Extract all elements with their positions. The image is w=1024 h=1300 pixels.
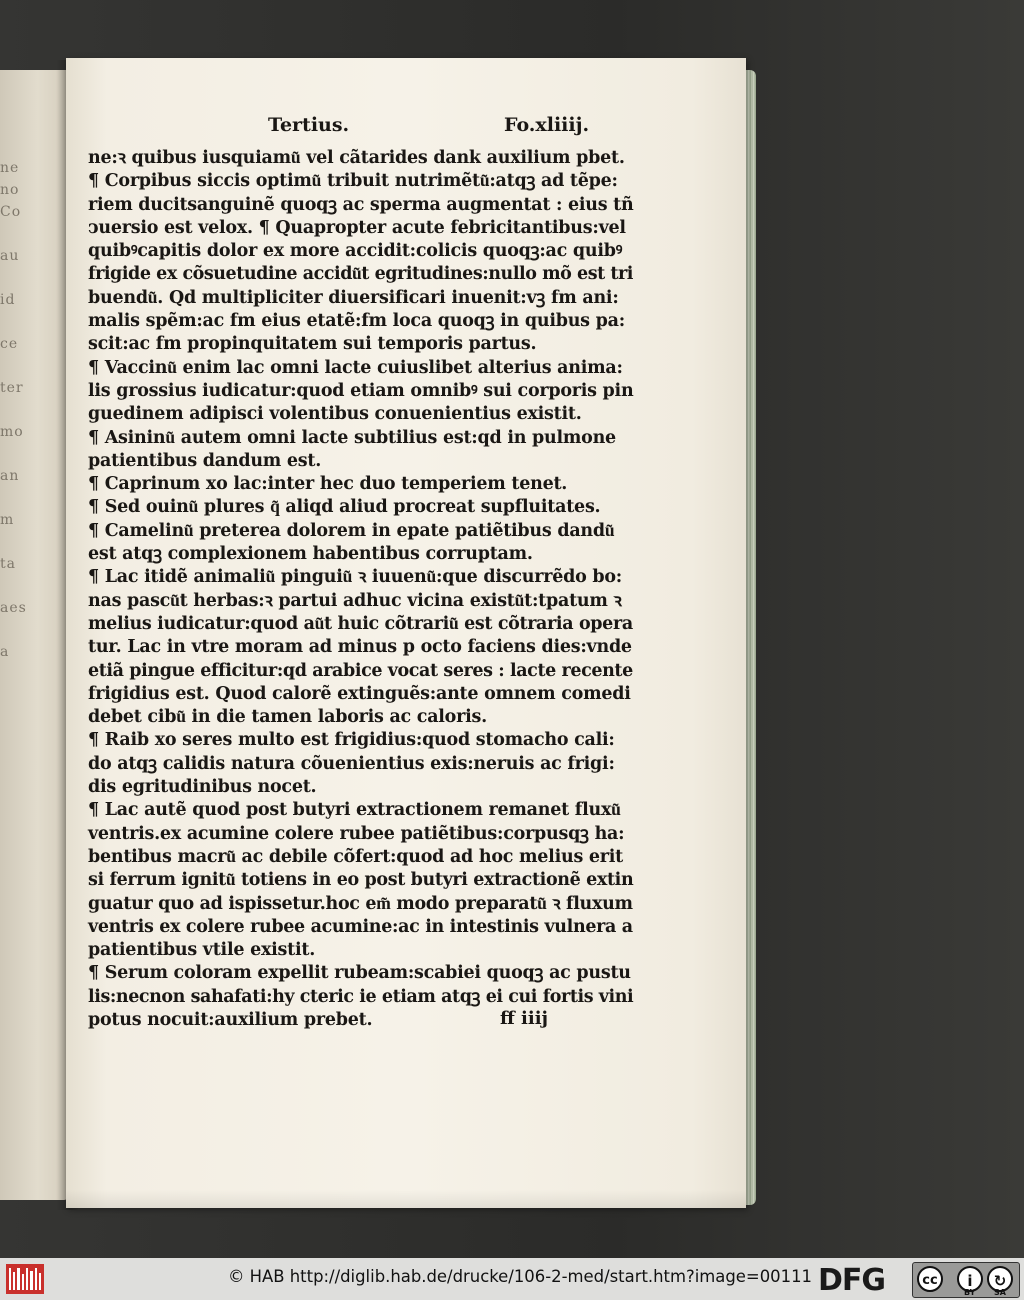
text-line: lis:necnon sahafati:hy cteric ie etiam atqꝫ ei cui fortis vini <box>88 986 634 1007</box>
share-alike-icon: ↻ <box>987 1266 1013 1292</box>
text-line: ¶ Vaccinu͂ enim lac omni lacte cuiuslibet alterius anima: <box>88 357 623 378</box>
copyright-link[interactable]: © HAB http://diglib.hab.de/drucke/106-2-med/start.htm?image=00111 <box>228 1267 812 1286</box>
text-line: frigide ex cõsuetudine accidu͂t egritudines:nullo mõ est tri <box>88 264 633 285</box>
text-line: riem ducitsanguinẽ quoqꝫ ac sperma augmentat : eius tñ <box>88 194 634 215</box>
text-line: ¶ Corpibus siccis optimu͂ tribuit nutrimẽtu͂:atqꝫ ad tẽpe: <box>88 171 618 192</box>
text-line: ↄuersio est velox. ¶ Quapropter acute febricitantibus:vel <box>88 217 626 238</box>
left-page-fragment: ce <box>0 336 19 352</box>
text-line: debet cibu͂ in die tamen laboris ac caloris. <box>88 707 487 728</box>
hab-barcode-logo-icon <box>6 1264 44 1294</box>
text-line: ¶ Asininu͂ autem omni lacte subtilius est:qd in pulmone <box>88 427 616 448</box>
left-page-fragment: id <box>0 292 16 308</box>
footer-bar <box>0 1258 1024 1300</box>
text-line: guedinem adipisci volentibus conuenientius existit. <box>88 404 582 425</box>
text-line: si ferrum ignitu͂ totiens in eo post butyri extractionẽ extin <box>88 870 634 891</box>
left-page-fragment: Co <box>0 204 22 220</box>
text-line: ¶ Caprinum xo lac:inter hec duo temperiem tenet. <box>88 474 568 495</box>
sa-label: SA <box>994 1288 1006 1297</box>
text-line: quibꝰcapitis dolor ex more accidit:colicis quoqꝫ:ac quibꝰ <box>88 241 623 262</box>
cc-license-badge[interactable] <box>912 1262 1020 1298</box>
text-line: scit:ac fm propinquitatem sui temporis partus. <box>88 334 537 355</box>
left-page-fragment: m <box>0 512 15 528</box>
dfg-logo: DFG <box>818 1263 886 1298</box>
text-line: nas pascu͂t herbas:ꝛ partui adhuc vicina existu͂t:tpatum ꝛ <box>88 590 622 611</box>
text-line: ventris ex colere rubee acumine:ac in intestinis vulnera a <box>88 916 633 937</box>
text-line: ne:ꝛ quibus iusquiamu͂ vel cãtarides dank auxilium pbet. <box>88 148 625 168</box>
left-page-fragment: an <box>0 468 20 484</box>
text-line: bentibus macru͂ ac debile cõfert:quod ad hoc melius erit <box>88 846 623 867</box>
page-bottom-shadow <box>66 1190 746 1208</box>
text-line: est atqꝫ complexionem habentibus corruptam. <box>88 544 533 565</box>
by-person-icon: i <box>957 1266 983 1292</box>
text-line: guatur quo ad ispissetur.hoc em͂ modo preparatu͂ ꝛ fluxum <box>88 893 633 914</box>
text-line: melius iudicatur:quod au͂t huic cõtrariu͂ est cõtraria opera <box>88 613 633 634</box>
running-head: Tertius. <box>268 114 350 136</box>
left-page-fragment: mo <box>0 424 24 440</box>
text-line: tur. Lac in vtre moram ad minus p octo faciens dies:vnde <box>88 637 632 658</box>
text-block <box>88 147 633 1032</box>
folio-number: Fo.xliiij. <box>504 114 590 136</box>
text-line: ventris.ex acumine colere rubee patiẽtibus:corpusqꝫ ha: <box>88 823 625 844</box>
text-line: ¶ Sed ouinu͂ plures q͂ aliqd aliud procreat supfluitates. <box>88 497 601 518</box>
text-line: buendu͂. Qd multipliciter diuersificari inuenit:vꝫ fm ani: <box>88 287 619 308</box>
text-line: ¶ Raib xo seres multo est frigidius:quod stomacho cali: <box>88 730 615 751</box>
text-line: ¶ Lac autẽ quod post butyri extractionem remanet fluxu͂ <box>88 800 621 821</box>
left-page-fragment: ne <box>0 160 20 176</box>
text-line: malis spẽm:ac fm eius etatẽ:fm loca quoqꝫ in quibus pa: <box>88 311 625 332</box>
signature-mark: ff iiij <box>500 1008 549 1029</box>
left-page-fragment: aes <box>0 600 27 616</box>
text-line: dis egritudinibus nocet. <box>88 777 317 798</box>
left-page-fragment: a <box>0 644 10 660</box>
text-line: potus nocuit:auxilium prebet. <box>88 1009 373 1030</box>
left-page-fragment: no <box>0 182 20 198</box>
left-page-fragment: ta <box>0 556 16 572</box>
text-line: patientibus dandum est. <box>88 450 322 471</box>
left-page-fragment: ter <box>0 380 24 396</box>
text-line: etiã pingue efficitur:qd arabice vocat seres : lacte recente <box>88 660 633 681</box>
text-line: do atqꝫ calidis natura cõuenientius exis:neruis ac frigi: <box>88 753 615 774</box>
left-page-fragment: au <box>0 248 20 264</box>
text-line: lis grossius iudicatur:quod etiam omnibꝰ sui corporis pin <box>88 380 634 401</box>
text-line: patientibus vtile existit. <box>88 940 316 961</box>
by-label: BY <box>964 1288 976 1297</box>
text-line: ¶ Serum coloram expellit rubeam:scabiei quoqꝫ ac pustu <box>88 963 631 984</box>
text-line: frigidius est. Quod calorẽ extinguẽs:ante omnem comedi <box>88 683 631 704</box>
text-line: ¶ Camelinu͂ preterea dolorem in epate patiẽtibus dandu͂ <box>88 520 615 541</box>
text-line: ¶ Lac itidẽ animaliu͂ pinguiu͂ ꝛ iuuenu͂:que discurrẽdo bo: <box>88 567 622 588</box>
cc-icon: cc <box>917 1266 943 1292</box>
